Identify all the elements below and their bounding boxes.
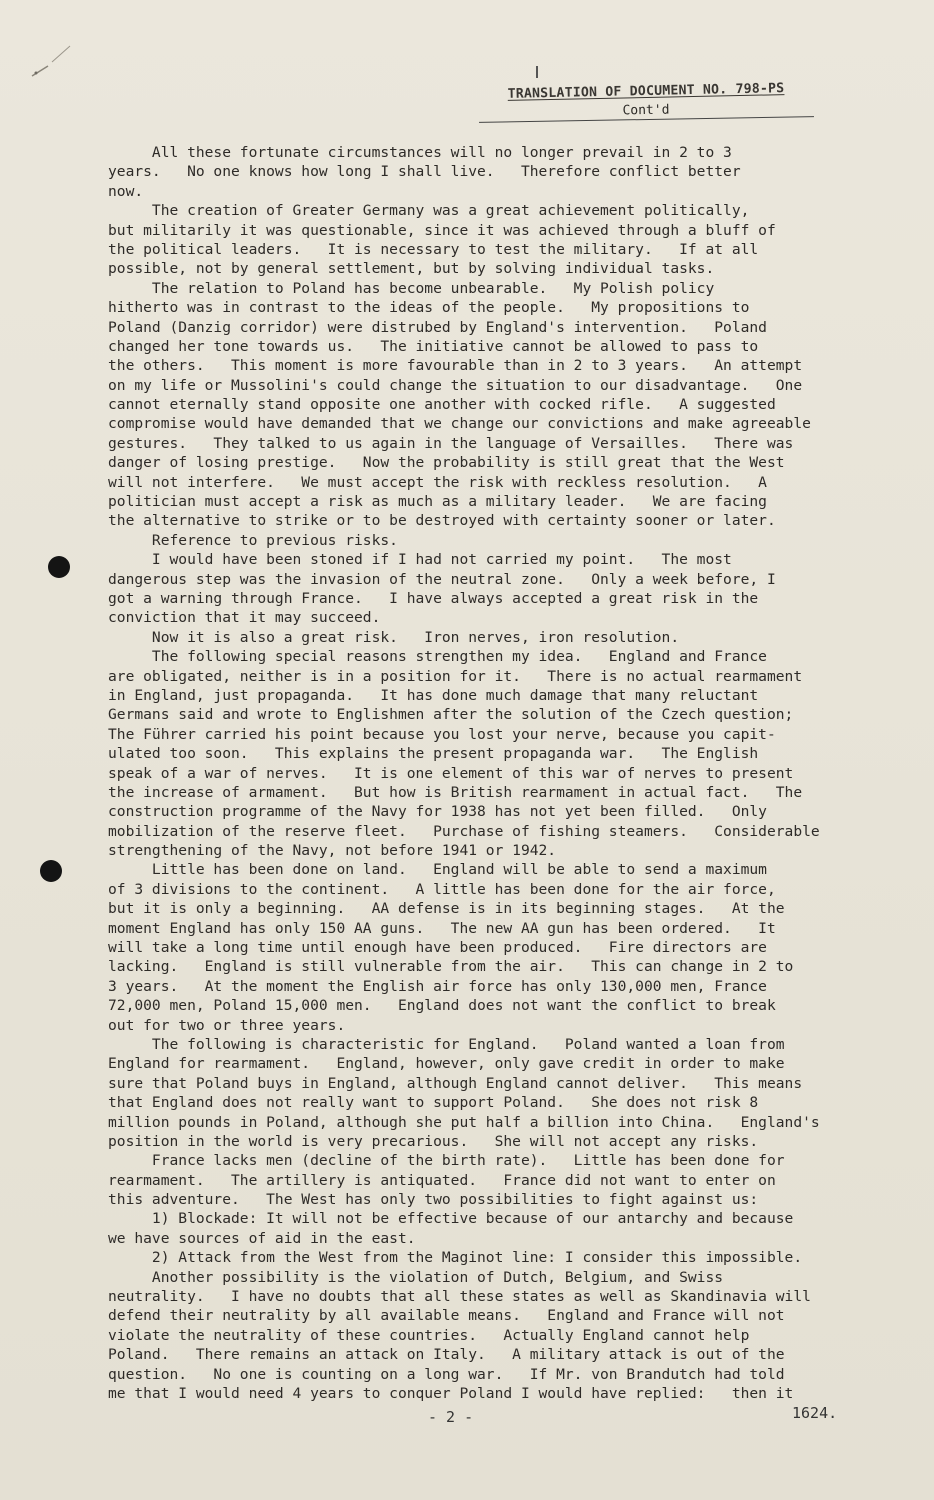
text-line: cannot eternally stand opposite one another with cocked rifle. A suggested <box>108 396 776 414</box>
text-line: sure that Poland buys in England, although England cannot deliver. This means <box>108 1074 803 1092</box>
document-number: 1624. <box>792 1404 838 1422</box>
continued-label: Cont'd <box>622 102 670 119</box>
text-line: but it is only a beginning. AA defense is in its beginning stages. At the <box>108 900 785 918</box>
text-line: The relation to Poland has become unbearable. My Polish policy <box>108 279 715 297</box>
text-line: the alternative to strike or to be destroyed with certainty sooner or later. <box>108 512 776 530</box>
text-line: the increase of armament. But how is British rearmament in actual fact. The <box>108 783 803 801</box>
text-line: mobilization of the reserve fleet. Purchase of fishing steamers. Considerable <box>108 822 820 840</box>
text-line: million pounds in Poland, although she put half a billion into China. England's <box>108 1113 820 1131</box>
text-line: Poland (Danzig corridor) were distrubed by England's intervention. Poland <box>108 318 767 336</box>
text-line: danger of losing prestige. Now the probability is still great that the West <box>108 454 785 472</box>
text-line: Germans said and wrote to Englishmen after the solution of the Czech question; <box>108 706 794 724</box>
text-line: 3 years. At the moment the English air force has only 130,000 men, France <box>108 977 767 995</box>
document-header <box>476 81 816 120</box>
text-line: violate the neutrality of these countries. Actually England cannot help <box>108 1326 750 1344</box>
text-line: question. No one is counting on a long war. If Mr. von Brandutch had told <box>108 1365 785 1383</box>
text-line: in England, just propaganda. It has done much damage that many reluctant <box>108 686 759 704</box>
text-line: dangerous step was the invasion of the neutral zone. Only a week before, I <box>108 570 776 588</box>
text-line: that England does not really want to support Poland. She does not risk 8 <box>108 1094 759 1112</box>
text-line: are obligated, neither is in a position for it. There is no actual rearmament <box>108 667 803 685</box>
text-line: politician must accept a risk as much as a military leader. We are facing <box>108 493 767 511</box>
text-line: of 3 divisions to the continent. A little has been done for the air force, <box>108 880 776 898</box>
text-line: Poland. There remains an attack on Italy. A military attack is out of the <box>108 1346 785 1364</box>
text-line: we have sources of aid in the east. <box>108 1229 416 1247</box>
text-line: 2) Attack from the West from the Maginot line: I consider this impossible. <box>108 1249 803 1267</box>
text-line: defend their neutrality by all available means. England and France will not <box>108 1307 785 1325</box>
text-line: speak of a war of nerves. It is one element of this war of nerves to present <box>108 764 794 782</box>
text-line: compromise would have demanded that we change our convictions and make agreeable <box>108 415 811 433</box>
text-line: years. No one knows how long I shall live. Therefore conflict better <box>108 163 741 181</box>
text-line: construction programme of the Navy for 1938 has not yet been filled. Only <box>108 803 767 821</box>
text-line: possible, not by general settlement, but by solving individual tasks. <box>108 260 715 278</box>
text-line: will not interfere. We must accept the risk with reckless resolution. A <box>108 473 767 491</box>
text-line: moment England has only 150 AA guns. The new AA gun has been ordered. It <box>108 919 776 937</box>
text-line: Reference to previous risks. <box>108 531 398 549</box>
text-line: Another possibility is the violation of Dutch, Belgium, and Swiss <box>108 1268 724 1286</box>
punch-hole <box>40 860 62 882</box>
text-line: but militarily it was questionable, since it was achieved through a bluff of <box>108 221 776 239</box>
text-line: conviction that it may succeed. <box>108 609 381 627</box>
text-line: The Führer carried his point because you lost your nerve, because you capit- <box>108 725 776 743</box>
punch-hole <box>48 556 70 578</box>
text-line: I would have been stoned if I had not carried my point. The most <box>108 551 732 569</box>
text-line: got a warning through France. I have always accepted a great risk in the <box>108 589 759 607</box>
text-line: gestures. They talked to us again in the language of Versailles. There was <box>108 434 794 452</box>
text-line: rearmament. The artillery is antiquated. France did not want to enter on <box>108 1171 776 1189</box>
page-number: - 2 - <box>428 1408 474 1426</box>
top-tick-mark <box>536 66 538 78</box>
text-line: The creation of Greater Germany was a great achievement politically, <box>108 202 750 220</box>
text-line: France lacks men (decline of the birth rate). Little has been done for <box>108 1152 785 1170</box>
text-line: on my life or Mussolini's could change the situation to our disadvantage. One <box>108 376 803 394</box>
text-line: now. <box>108 182 144 200</box>
text-line: out for two or three years. <box>108 1016 346 1034</box>
text-line: The following is characteristic for England. Poland wanted a loan from <box>108 1035 785 1053</box>
text-line: hitherto was in contrast to the ideas of the people. My propositions to <box>108 299 750 317</box>
text-line: The following special reasons strengthen my idea. England and France <box>108 648 767 666</box>
text-line: Now it is also a great risk. Iron nerves, iron resolution. <box>108 628 680 646</box>
text-line: England for rearmament. England, however, only gave credit in order to make <box>108 1055 785 1073</box>
text-line: neutrality. I have no doubts that all these states as well as Skandinavia will <box>108 1288 811 1306</box>
document-body <box>108 143 898 1403</box>
text-line: Little has been done on land. England will be able to send a maximum <box>108 861 767 879</box>
text-line: lacking. England is still vulnerable from the air. This can change in 2 to <box>108 958 794 976</box>
text-line: will take a long time until enough have been produced. Fire directors are <box>108 939 767 957</box>
text-line: position in the world is very precarious. She will not accept any risks. <box>108 1132 759 1150</box>
text-line: me that I would need 4 years to conquer Poland I would have replied: then it <box>108 1385 794 1402</box>
text-line: 72,000 men, Poland 15,000 men. England does not want the conflict to break <box>108 997 776 1015</box>
pencil-mark <box>30 40 80 80</box>
text-line: 1) Blockade: It will not be effective because of our antarchy and because <box>108 1210 794 1228</box>
document-title: TRANSLATION OF DOCUMENT NO. 798-PS <box>507 81 785 102</box>
text-line: All these fortunate circumstances will no longer prevail in 2 to 3 <box>108 144 732 161</box>
text-line: the political leaders. It is necessary to test the military. If at all <box>108 240 759 258</box>
text-line: changed her tone towards us. The initiative cannot be allowed to pass to <box>108 337 759 355</box>
text-line: strengthening of the Navy, not before 1941 or 1942. <box>108 842 557 860</box>
text-line: this adventure. The West has only two possibilities to fight against us: <box>108 1191 759 1209</box>
text-line: ulated too soon. This explains the present propaganda war. The English <box>108 745 759 763</box>
text-line: the others. This moment is more favourable than in 2 to 3 years. An attempt <box>108 357 803 375</box>
